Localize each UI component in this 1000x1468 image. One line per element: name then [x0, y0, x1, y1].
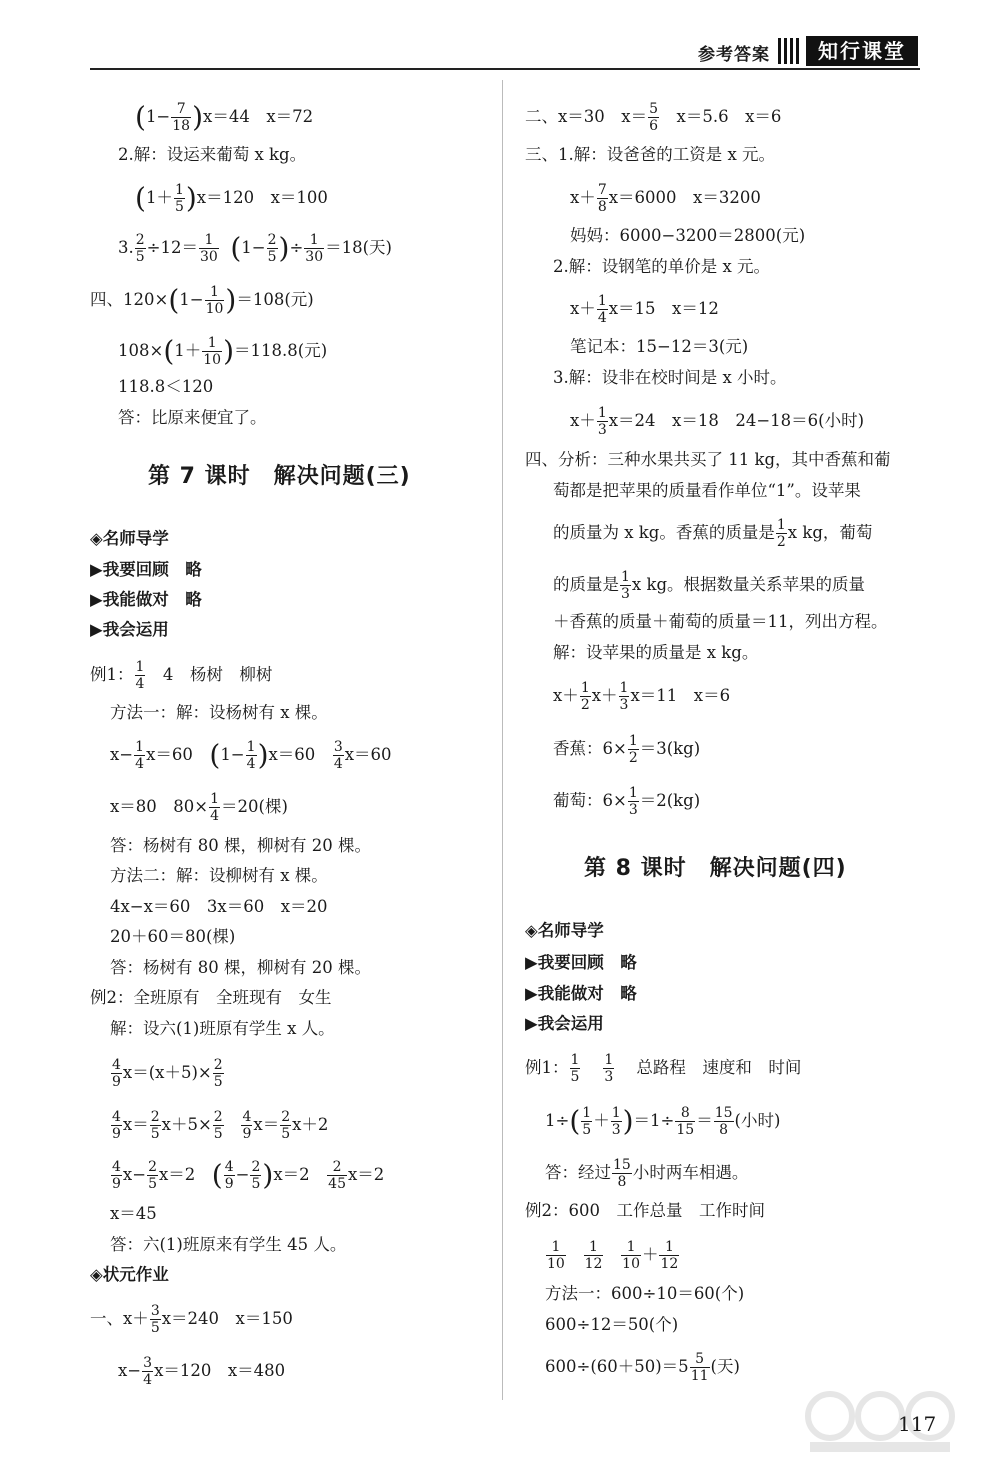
- answer-line: 二、x＝30 x＝ $\frac{5}{6}$ x＝5.6 x＝6: [525, 101, 782, 134]
- answer-line: 108×(1＋ $\frac{1}{10}$ )＝118.8(元): [118, 334, 328, 368]
- answer-line: 4x−x＝60 3x＝60 x＝20: [110, 897, 328, 916]
- answer-line: 3.解：设非在校时间是 x 小时。: [553, 368, 787, 387]
- subsection-item: ▶我要回顾 略: [90, 560, 202, 579]
- answer-line: x＋ $\frac{1}{2}$ x＋ $\frac{1}{3}$ x＝11 x＝6: [553, 680, 731, 713]
- answer-line: 118.8＜120: [118, 377, 214, 396]
- header-brand: 知行课堂: [806, 36, 918, 66]
- answer-line: $\frac{4}{9}$ x− $\frac{2}{5}$ x＝2 ( $\frac{4}{9}$ − $\frac{2}{5}$ )x＝2 $\frac{2}{45}$ x＝2: [112, 1158, 385, 1192]
- subsection-item: ▶我会运用: [525, 1014, 604, 1033]
- fraction: $\frac{3}{4}$: [143, 1355, 153, 1388]
- fraction: $\frac{1}{12}$: [584, 1239, 603, 1272]
- answer-line: 葡萄：6× $\frac{1}{3}$ ＝2(kg): [553, 785, 701, 818]
- answer-line: $\frac{4}{9}$ x＝(x＋5)× $\frac{2}{5}$: [112, 1057, 223, 1090]
- section-heading: ◈名师导学: [90, 529, 169, 548]
- answer-line: x− $\frac{3}{4}$ x＝120 x＝480: [118, 1355, 286, 1388]
- answer-line: ＋香蕉的质量＋葡萄的质量＝11，列出方程。: [553, 612, 888, 631]
- column-divider: [502, 80, 503, 1400]
- fraction: $\frac{1}{5}$: [174, 182, 184, 215]
- answer-line: 1÷( $\frac{1}{5}$ ＋ $\frac{1}{3}$ )＝1÷ $\frac{8}{15}$ ＝ $\frac{15}{8}$ (小时): [545, 1104, 781, 1138]
- fraction: $\frac{1}{4}$: [210, 791, 220, 824]
- fraction: $\frac{4}{9}$: [112, 1159, 121, 1192]
- answer-line: 的质量是 $\frac{1}{3}$ x kg。根据数量关系苹果的质量: [553, 569, 866, 602]
- fraction: $\frac{2}{5}$: [281, 1109, 291, 1142]
- fraction: $\frac{4}{9}$: [112, 1057, 121, 1090]
- fraction: $\frac{1}{2}$: [580, 680, 590, 713]
- subsection-item: ▶我会运用: [90, 620, 169, 639]
- fraction: $\frac{2}{5}$: [267, 232, 277, 265]
- fraction: $\frac{1}{5}$: [570, 1052, 580, 1085]
- answer-line: 600÷(60＋50)＝5 $\frac{5}{11}$ (天): [545, 1351, 740, 1384]
- answer-line: (1− $\frac{7}{18}$ )x＝44 x＝72: [135, 100, 314, 134]
- answer-line: 妈妈：6000−3200＝2800(元): [570, 226, 806, 245]
- answer-line: 解：设苹果的质量是 x kg。: [553, 643, 759, 662]
- subsection-item: ▶我能做对 略: [90, 590, 202, 609]
- answer-line: $\frac{1}{10}$ $\frac{1}{12}$ $\frac{1}{10}$ ＋ $\frac{1}{12}$: [547, 1239, 679, 1272]
- answer-line: 笔记本：15−12＝3(元): [570, 337, 749, 356]
- subsection-item: ▶我能做对 略: [525, 984, 637, 1003]
- fraction: $\frac{1}{3}$: [611, 1105, 621, 1138]
- fraction: $\frac{4}{9}$: [112, 1109, 121, 1142]
- answer-line: 2.解：设钢笔的单价是 x 元。: [553, 257, 771, 276]
- answer-line: x＋ $\frac{1}{3}$ x＝24 x＝18 24−18＝6(小时): [570, 405, 865, 438]
- fraction: $\frac{1}{4}$: [597, 293, 607, 326]
- fraction: $\frac{1}{3}$: [597, 405, 607, 438]
- answer-line: 一、x＋ $\frac{3}{5}$ x＝240 x＝150: [90, 1303, 293, 1336]
- answer-line: 方法一：解：设杨树有 x 棵。: [110, 703, 328, 722]
- fraction: $\frac{1}{2}$: [776, 517, 786, 550]
- answer-line: 四、120×(1− $\frac{1}{10}$ )＝108(元): [90, 283, 314, 317]
- page-header: [90, 36, 920, 70]
- fraction: $\frac{1}{3}$: [619, 680, 629, 713]
- fraction: $\frac{1}{3}$: [621, 569, 630, 602]
- answer-line: x＝45: [110, 1204, 157, 1223]
- fraction: $\frac{3}{4}$: [333, 739, 343, 772]
- fraction: $\frac{7}{8}$: [597, 182, 607, 215]
- fraction: $\frac{1}{3}$: [628, 785, 638, 818]
- fraction: $\frac{1}{5}$: [582, 1105, 592, 1138]
- answer-line: 解：设六(1)班原有学生 x 人。: [110, 1019, 335, 1038]
- answer-line: 600÷12＝50(个): [545, 1315, 679, 1334]
- fraction: $\frac{1}{4}$: [135, 659, 145, 692]
- example-line: 例1： $\frac{1}{5}$ $\frac{1}{3}$ 总路程 速度和 时间: [525, 1052, 802, 1085]
- fraction: $\frac{1}{2}$: [628, 733, 638, 766]
- example-line: 例1： $\frac{1}{4}$ 4 杨树 柳树: [90, 659, 273, 692]
- answer-line: 答：杨树有 80 棵，柳树有 20 棵。: [110, 958, 371, 977]
- fraction: $\frac{2}{45}$: [328, 1159, 346, 1192]
- lesson-title: 第 8 课时 解决问题(四): [584, 856, 847, 881]
- fraction: $\frac{2}{5}$: [150, 1109, 160, 1142]
- fraction: $\frac{1}{3}$: [604, 1052, 614, 1085]
- fraction: $\frac{2}{5}$: [213, 1109, 223, 1142]
- answer-line: 萄都是把苹果的质量看作单位“1”。设苹果: [553, 481, 861, 500]
- fraction: $\frac{1}{4}$: [246, 739, 256, 772]
- answer-line: 方法一：600÷10＝60(个): [545, 1284, 745, 1303]
- answer-line: 20＋60＝80(棵): [110, 927, 236, 946]
- fraction: $\frac{5}{11}$: [690, 1351, 709, 1384]
- fraction: $\frac{1}{10}$: [205, 284, 224, 317]
- fraction: $\frac{4}{9}$: [224, 1159, 234, 1192]
- example-line: 例2：600 工作总量 工作时间: [525, 1201, 765, 1220]
- fraction: $\frac{7}{18}$: [172, 101, 191, 134]
- answer-line: 香蕉：6× $\frac{1}{2}$ ＝3(kg): [553, 733, 701, 766]
- fraction: $\frac{2}{5}$: [251, 1159, 261, 1192]
- answer-line: 的质量为 x kg。香蕉的质量是 $\frac{1}{2}$ x kg，葡萄: [553, 517, 873, 550]
- answer-line: x＋ $\frac{7}{8}$ x＝6000 x＝3200: [570, 182, 761, 215]
- example-line: 例2：全班原有 全班现有 女生: [90, 988, 332, 1007]
- fraction: $\frac{2}{5}$: [213, 1057, 223, 1090]
- section-heading: ◈名师导学: [525, 921, 604, 940]
- page-number: 117: [898, 1412, 937, 1436]
- header-label: 参考答案: [698, 45, 770, 65]
- fraction: $\frac{1}{30}$: [305, 232, 324, 265]
- header-bars-decoration: [778, 38, 802, 64]
- fraction: $\frac{4}{9}$: [242, 1109, 252, 1142]
- fraction: $\frac{1}{10}$: [547, 1239, 565, 1272]
- answer-line: 答：经过 $\frac{15}{8}$ 小时两车相遇。: [545, 1157, 749, 1190]
- fraction: $\frac{2}{5}$: [148, 1159, 157, 1192]
- fraction: $\frac{2}{5}$: [135, 232, 145, 265]
- answer-line: x＝80 80× $\frac{1}{4}$ ＝20(棵): [110, 791, 288, 824]
- answer-line: $\frac{4}{9}$ x＝ $\frac{2}{5}$ x＋5× $\frac{2}{5}$ $\frac{4}{9}$ x＝ $\frac{2}{5}$ x＋2: [112, 1109, 329, 1142]
- subsection-item: ▶我要回顾 略: [525, 953, 637, 972]
- fraction: $\frac{15}{8}$: [613, 1157, 631, 1190]
- answer-line: (1＋ $\frac{1}{5}$ )x＝120 x＝100: [135, 181, 328, 215]
- answer-line: 答：六(1)班原来有学生 45 人。: [110, 1235, 347, 1254]
- fraction: $\frac{1}{30}$: [200, 232, 218, 265]
- answer-line: 答：杨树有 80 棵，柳树有 20 棵。: [110, 836, 371, 855]
- fraction: $\frac{1}{10}$: [622, 1239, 640, 1272]
- answer-line: 三、1.解：设爸爸的工资是 x 元。: [525, 145, 776, 164]
- fraction: $\frac{1}{10}$: [203, 335, 222, 368]
- answer-line: 3. $\frac{2}{5}$ ÷12＝ $\frac{1}{30}$ (1− $\frac{2}{5}$ )÷ $\frac{1}{30}$ ＝18(天): [118, 231, 392, 265]
- answer-line: 四、分析：三种水果共买了 11 kg，其中香蕉和葡: [525, 450, 891, 469]
- fraction: $\frac{5}{6}$: [649, 101, 659, 134]
- answer-line: 方法二：解：设柳树有 x 棵。: [110, 866, 328, 885]
- answer-line: 答：比原来便宜了。: [118, 408, 267, 427]
- fraction: $\frac{1}{12}$: [660, 1239, 679, 1272]
- fraction: $\frac{1}{4}$: [135, 739, 145, 772]
- fraction: $\frac{3}{5}$: [150, 1303, 160, 1336]
- lesson-title: 第 7 课时 解决问题(三): [148, 464, 411, 489]
- answer-line: 2.解：设运来葡萄 x kg。: [118, 145, 307, 164]
- answer-line: x＋ $\frac{1}{4}$ x＝15 x＝12: [570, 293, 719, 326]
- section-heading: ◈状元作业: [90, 1265, 169, 1284]
- fraction: $\frac{8}{15}$: [676, 1105, 695, 1138]
- answer-line: x− $\frac{1}{4}$ x＝60 (1− $\frac{1}{4}$ )x＝60 $\frac{3}{4}$ x＝60: [110, 738, 392, 772]
- fraction: $\frac{15}{8}$: [714, 1105, 733, 1138]
